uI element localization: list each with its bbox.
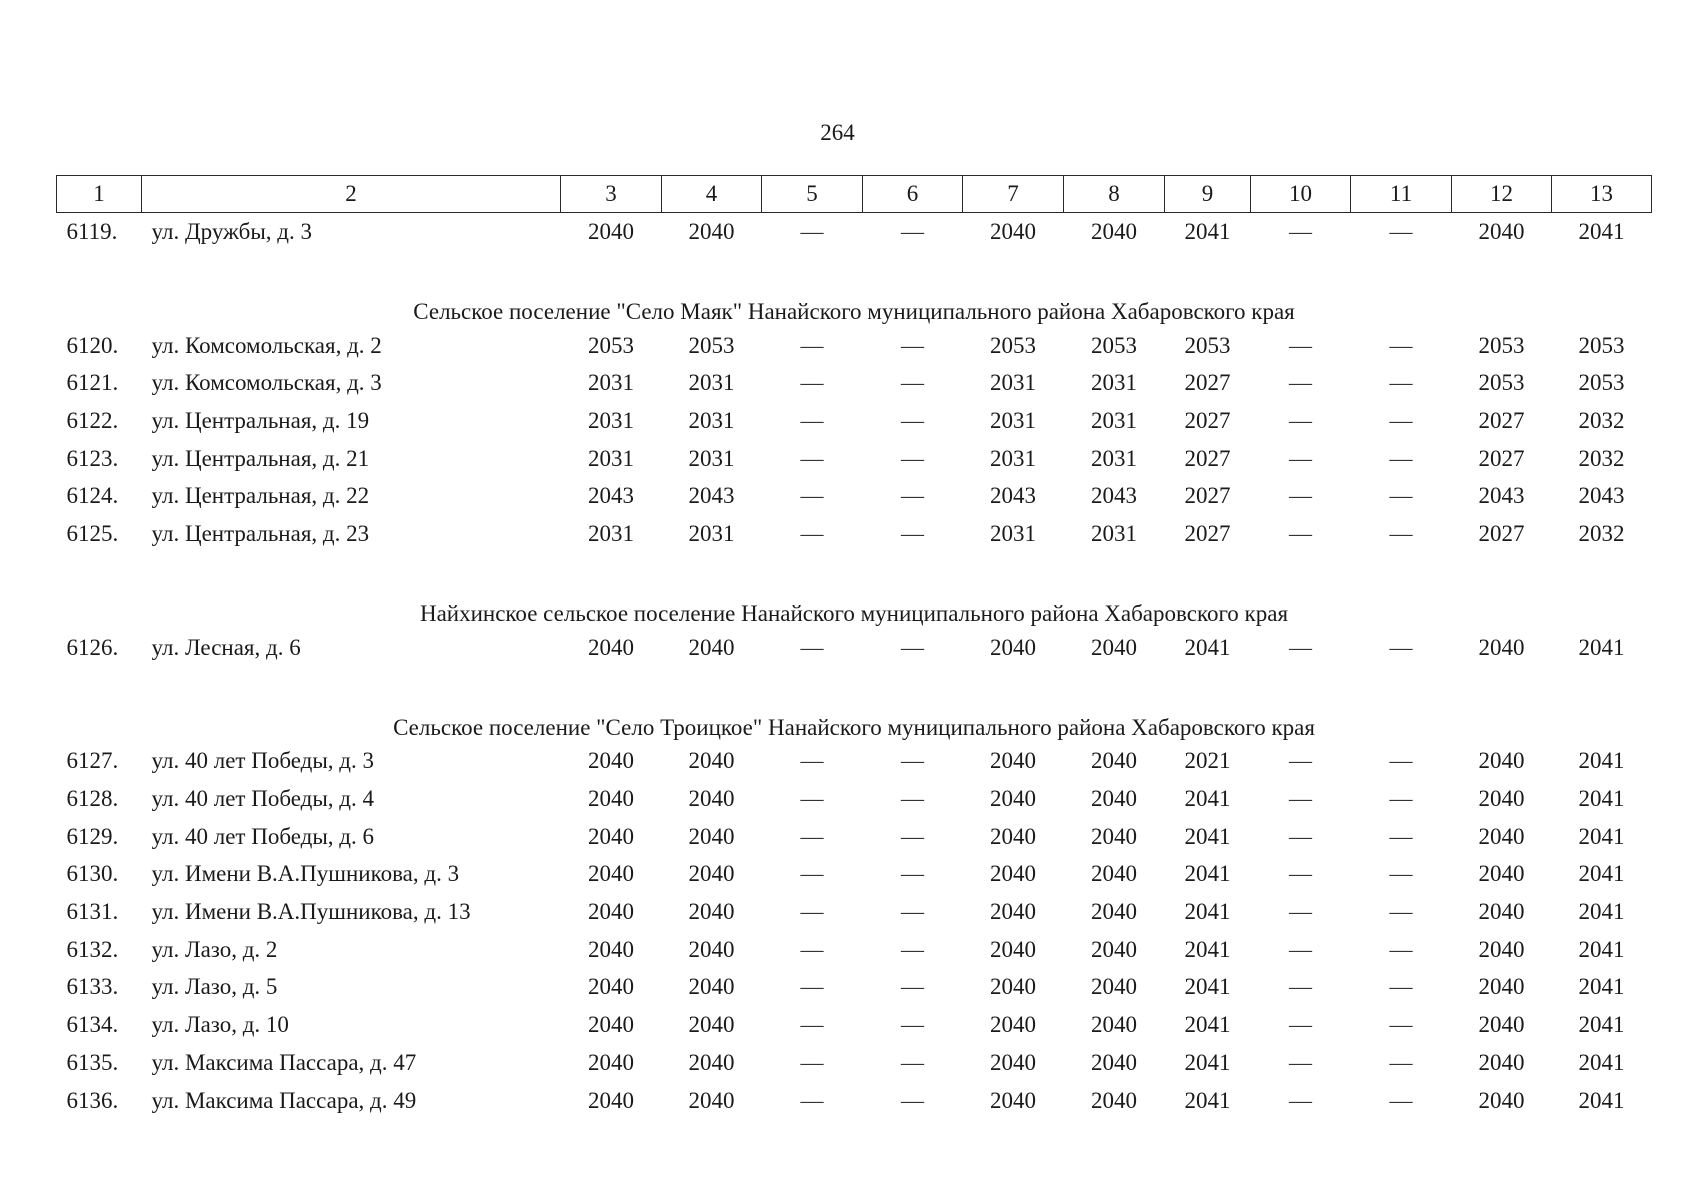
empty-value-dash: — <box>1289 936 1312 962</box>
address-cell: ул. Дружбы, д. 3 <box>151 218 312 244</box>
column-header-13: 13 <box>1552 176 1652 213</box>
year-cell: 2040 <box>1478 974 1525 1000</box>
year-cell: 2031 <box>588 370 634 396</box>
empty-value-dash: — <box>1289 634 1312 660</box>
year-cell: 2040 <box>688 974 735 1000</box>
year-cell: 2040 <box>990 974 1036 1000</box>
address-cell: ул. Максима Пассара, д. 49 <box>151 1087 417 1113</box>
table-row <box>57 856 1652 894</box>
empty-value-dash: — <box>901 483 924 509</box>
row-number: 6124. <box>66 483 119 509</box>
empty-value-dash: — <box>1289 218 1312 244</box>
empty-value-dash: — <box>901 1049 924 1075</box>
year-cell: 2031 <box>688 407 735 433</box>
year-cell: 2040 <box>688 899 735 925</box>
year-cell: 2041 <box>1578 936 1625 962</box>
table-row <box>57 402 1652 440</box>
section-spacer <box>57 667 1652 701</box>
year-cell: 2040 <box>1091 1049 1137 1075</box>
empty-value-dash: — <box>1289 861 1312 887</box>
empty-value-dash: — <box>901 520 924 546</box>
year-cell: 2027 <box>1184 370 1231 396</box>
year-cell: 2040 <box>688 634 735 660</box>
row-number: 6126. <box>66 634 119 660</box>
year-cell: 2040 <box>1478 218 1525 244</box>
year-cell: 2040 <box>990 1012 1036 1038</box>
empty-value-dash: — <box>1389 407 1413 433</box>
year-cell: 2040 <box>1478 899 1525 925</box>
year-cell: 2040 <box>588 1012 634 1038</box>
year-cell: 2031 <box>1091 370 1137 396</box>
year-cell: 2040 <box>990 634 1036 660</box>
empty-value-dash: — <box>1289 370 1312 396</box>
address-cell: ул. Центральная, д. 22 <box>151 483 370 509</box>
empty-value-dash: — <box>800 1012 824 1038</box>
year-cell: 2041 <box>1578 974 1625 1000</box>
year-cell: 2040 <box>1091 786 1137 812</box>
year-cell: 2040 <box>1091 974 1137 1000</box>
year-cell: 2027 <box>1184 445 1231 471</box>
empty-value-dash: — <box>1289 1012 1312 1038</box>
year-cell: 2043 <box>688 483 735 509</box>
table-row <box>57 931 1652 969</box>
column-header-8: 8 <box>1064 176 1165 213</box>
year-cell: 2031 <box>688 370 735 396</box>
row-number: 6135. <box>66 1049 119 1075</box>
year-cell: 2031 <box>588 407 634 433</box>
address-cell: ул. Имени В.А.Пушникова, д. 13 <box>151 899 471 925</box>
section-spacer <box>57 251 1652 285</box>
row-number: 6121. <box>66 370 119 396</box>
year-cell: 2053 <box>1578 370 1625 396</box>
year-cell: 2031 <box>588 445 634 471</box>
empty-value-dash: — <box>901 823 924 849</box>
year-cell: 2031 <box>990 370 1036 396</box>
year-cell: 2040 <box>588 974 634 1000</box>
table-row <box>57 515 1652 553</box>
year-cell: 2027 <box>1184 407 1231 433</box>
empty-value-dash: — <box>800 786 824 812</box>
column-header-9: 9 <box>1165 176 1251 213</box>
year-cell: 2040 <box>1478 1012 1525 1038</box>
column-header-11: 11 <box>1351 176 1452 213</box>
address-cell: ул. Комсомольская, д. 3 <box>151 370 382 396</box>
row-number: 6129. <box>66 823 119 849</box>
year-cell: 2040 <box>588 1049 634 1075</box>
year-cell: 2040 <box>588 786 634 812</box>
year-cell: 2040 <box>588 218 634 244</box>
year-cell: 2041 <box>1578 634 1625 660</box>
address-cell: ул. Имени В.А.Пушникова, д. 3 <box>151 861 460 887</box>
year-cell: 2040 <box>688 748 735 774</box>
empty-value-dash: — <box>1289 1087 1312 1113</box>
year-cell: 2053 <box>588 332 634 358</box>
column-header-7: 7 <box>963 176 1064 213</box>
year-cell: 2041 <box>1578 899 1625 925</box>
year-cell: 2040 <box>1478 936 1525 962</box>
year-cell: 2053 <box>990 332 1036 358</box>
empty-value-dash: — <box>1289 445 1312 471</box>
empty-value-dash: — <box>1289 407 1312 433</box>
empty-value-dash: — <box>901 370 924 396</box>
empty-value-dash: — <box>901 974 924 1000</box>
year-cell: 2027 <box>1478 407 1525 433</box>
year-cell: 2041 <box>1184 1049 1231 1075</box>
column-header-4: 4 <box>662 176 762 213</box>
page-number: 264 <box>820 120 855 145</box>
address-cell: ул. Комсомольская, д. 2 <box>151 332 382 358</box>
address-cell: ул. Лесная, д. 6 <box>151 634 301 660</box>
empty-value-dash: — <box>800 899 824 925</box>
empty-value-dash: — <box>1289 786 1312 812</box>
year-cell: 2040 <box>990 861 1036 887</box>
year-cell: 2041 <box>1184 974 1231 1000</box>
empty-value-dash: — <box>901 445 924 471</box>
section-title: Сельское поселение "Село Маяк" Нанайского муниципального района Хабаровского края <box>413 298 1295 324</box>
empty-value-dash: — <box>800 407 824 433</box>
row-number: 6127. <box>66 748 119 774</box>
empty-value-dash: — <box>1389 1049 1413 1075</box>
row-number: 6136. <box>66 1087 119 1113</box>
empty-value-dash: — <box>1289 823 1312 849</box>
year-cell: 2040 <box>588 748 634 774</box>
year-cell: 2040 <box>1091 823 1137 849</box>
address-cell: ул. Центральная, д. 23 <box>151 520 370 546</box>
year-cell: 2041 <box>1578 1087 1625 1113</box>
year-cell: 2027 <box>1478 445 1525 471</box>
empty-value-dash: — <box>1389 483 1413 509</box>
empty-value-dash: — <box>800 634 824 660</box>
year-cell: 2040 <box>1091 861 1137 887</box>
empty-value-dash: — <box>901 899 924 925</box>
empty-value-dash: — <box>1389 748 1413 774</box>
spacer-cell <box>57 667 1652 701</box>
empty-value-dash: — <box>1289 974 1312 1000</box>
empty-value-dash: — <box>1289 332 1312 358</box>
address-cell: ул. 40 лет Победы, д. 4 <box>151 786 374 812</box>
table-row <box>57 780 1652 818</box>
empty-value-dash: — <box>800 218 824 244</box>
column-header-3: 3 <box>561 176 662 213</box>
year-cell: 2040 <box>588 634 634 660</box>
empty-value-dash: — <box>800 936 824 962</box>
year-cell: 2041 <box>1184 936 1231 962</box>
empty-value-dash: — <box>800 974 824 1000</box>
year-cell: 2040 <box>990 748 1036 774</box>
empty-value-dash: — <box>1389 974 1413 1000</box>
empty-value-dash: — <box>1289 899 1312 925</box>
empty-value-dash: — <box>800 520 824 546</box>
year-cell: 2053 <box>1578 332 1625 358</box>
year-cell: 2040 <box>990 823 1036 849</box>
year-cell: 2041 <box>1578 823 1625 849</box>
year-cell: 2053 <box>1091 332 1137 358</box>
year-cell: 2031 <box>990 520 1036 546</box>
year-cell: 2041 <box>1184 1012 1231 1038</box>
year-cell: 2027 <box>1184 520 1231 546</box>
table-row <box>57 440 1652 478</box>
empty-value-dash: — <box>901 1012 924 1038</box>
address-cell: ул. Центральная, д. 19 <box>151 407 370 433</box>
year-cell: 2032 <box>1578 445 1625 471</box>
year-cell: 2021 <box>1184 748 1231 774</box>
column-header-2: 2 <box>142 176 561 213</box>
column-header-12: 12 <box>1452 176 1552 213</box>
year-cell: 2027 <box>1478 520 1525 546</box>
year-cell: 2032 <box>1578 520 1625 546</box>
year-cell: 2041 <box>1578 748 1625 774</box>
address-cell: ул. 40 лет Победы, д. 6 <box>151 823 374 849</box>
year-cell: 2041 <box>1184 634 1231 660</box>
year-cell: 2040 <box>990 936 1036 962</box>
empty-value-dash: — <box>1389 786 1413 812</box>
empty-value-dash: — <box>1389 370 1413 396</box>
year-cell: 2041 <box>1184 218 1231 244</box>
empty-value-dash: — <box>800 445 824 471</box>
empty-value-dash: — <box>901 1087 924 1113</box>
year-cell: 2040 <box>588 1087 634 1113</box>
year-cell: 2031 <box>990 445 1036 471</box>
empty-value-dash: — <box>1389 218 1413 244</box>
data-table <box>56 175 1652 1119</box>
row-number: 6120. <box>66 332 119 358</box>
empty-value-dash: — <box>901 218 924 244</box>
table-row <box>57 629 1652 667</box>
empty-value-dash: — <box>1389 1012 1413 1038</box>
empty-value-dash: — <box>1389 823 1413 849</box>
year-cell: 2040 <box>688 786 735 812</box>
section-title-row <box>57 285 1652 327</box>
year-cell: 2041 <box>1184 899 1231 925</box>
year-cell: 2053 <box>1184 332 1231 358</box>
table-row <box>57 364 1652 402</box>
year-cell: 2040 <box>1478 634 1525 660</box>
year-cell: 2040 <box>688 936 735 962</box>
table-row <box>57 969 1652 1007</box>
row-number: 6131. <box>66 899 119 925</box>
address-cell: ул. Лазо, д. 10 <box>151 1012 289 1038</box>
empty-value-dash: — <box>800 483 824 509</box>
spacer-cell <box>57 251 1652 285</box>
empty-value-dash: — <box>1389 936 1413 962</box>
table-row <box>57 893 1652 931</box>
table-row <box>57 1082 1652 1120</box>
year-cell: 2053 <box>1478 332 1525 358</box>
table-row <box>57 327 1652 365</box>
row-number: 6128. <box>66 786 119 812</box>
year-cell: 2043 <box>1578 483 1625 509</box>
year-cell: 2040 <box>1091 748 1137 774</box>
year-cell: 2031 <box>1091 407 1137 433</box>
section-title: Сельское поселение "Село Троицкое" Нанайского муниципального района Хабаровского края <box>393 714 1315 740</box>
row-number: 6133. <box>66 974 119 1000</box>
row-number: 6130. <box>66 861 119 887</box>
year-cell: 2040 <box>688 1087 735 1113</box>
empty-value-dash: — <box>800 1087 824 1113</box>
empty-value-dash: — <box>1289 520 1312 546</box>
empty-value-dash: — <box>901 332 924 358</box>
column-header-6: 6 <box>863 176 963 213</box>
empty-value-dash: — <box>1289 1049 1312 1075</box>
section-title-row <box>57 587 1652 629</box>
address-cell: ул. Центральная, д. 21 <box>151 445 370 471</box>
empty-value-dash: — <box>901 861 924 887</box>
year-cell: 2040 <box>588 823 634 849</box>
year-cell: 2031 <box>688 445 735 471</box>
table-row <box>57 1044 1652 1082</box>
year-cell: 2041 <box>1578 1049 1625 1075</box>
address-cell: ул. Максима Пассара, д. 47 <box>151 1049 417 1075</box>
year-cell: 2041 <box>1184 1087 1231 1113</box>
empty-value-dash: — <box>1389 520 1413 546</box>
section-spacer <box>57 553 1652 587</box>
year-cell: 2040 <box>688 1049 735 1075</box>
year-cell: 2040 <box>1091 899 1137 925</box>
year-cell: 2040 <box>588 899 634 925</box>
year-cell: 2040 <box>588 861 634 887</box>
year-cell: 2041 <box>1578 786 1625 812</box>
empty-value-dash: — <box>1389 1087 1413 1113</box>
empty-value-dash: — <box>1289 483 1312 509</box>
column-header-10: 10 <box>1251 176 1351 213</box>
year-cell: 2040 <box>1478 1087 1525 1113</box>
year-cell: 2040 <box>588 936 634 962</box>
empty-value-dash: — <box>1389 634 1413 660</box>
row-number: 6134. <box>66 1012 119 1038</box>
year-cell: 2031 <box>588 520 634 546</box>
year-cell: 2040 <box>990 1049 1036 1075</box>
year-cell: 2041 <box>1578 218 1625 244</box>
year-cell: 2040 <box>688 823 735 849</box>
year-cell: 2031 <box>990 407 1036 433</box>
year-cell: 2043 <box>588 483 634 509</box>
empty-value-dash: — <box>800 823 824 849</box>
table-row <box>57 743 1652 781</box>
year-cell: 2031 <box>1091 445 1137 471</box>
year-cell: 2040 <box>1091 634 1137 660</box>
year-cell: 2041 <box>1184 861 1231 887</box>
year-cell: 2040 <box>1091 1012 1137 1038</box>
empty-value-dash: — <box>800 332 824 358</box>
empty-value-dash: — <box>901 407 924 433</box>
year-cell: 2040 <box>1091 1087 1137 1113</box>
row-number: 6125. <box>66 520 119 546</box>
year-cell: 2041 <box>1578 1012 1625 1038</box>
column-header-1: 1 <box>57 176 142 213</box>
section-title-row <box>57 701 1652 743</box>
empty-value-dash: — <box>800 370 824 396</box>
year-cell: 2040 <box>1478 861 1525 887</box>
table-row <box>57 818 1652 856</box>
column-header-5: 5 <box>762 176 863 213</box>
empty-value-dash: — <box>800 748 824 774</box>
empty-value-dash: — <box>1389 445 1413 471</box>
year-cell: 2031 <box>1091 520 1137 546</box>
year-cell: 2040 <box>990 899 1036 925</box>
year-cell: 2040 <box>1091 936 1137 962</box>
year-cell: 2031 <box>688 520 735 546</box>
empty-value-dash: — <box>901 748 924 774</box>
empty-value-dash: — <box>1389 861 1413 887</box>
empty-value-dash: — <box>1389 332 1413 358</box>
year-cell: 2041 <box>1184 786 1231 812</box>
row-number: 6123. <box>66 445 119 471</box>
empty-value-dash: — <box>800 861 824 887</box>
table-row <box>57 1006 1652 1044</box>
year-cell: 2040 <box>1478 1049 1525 1075</box>
year-cell: 2043 <box>1478 483 1525 509</box>
year-cell: 2040 <box>688 1012 735 1038</box>
empty-value-dash: — <box>1289 748 1312 774</box>
year-cell: 2040 <box>990 786 1036 812</box>
year-cell: 2040 <box>1478 748 1525 774</box>
year-cell: 2040 <box>1478 786 1525 812</box>
year-cell: 2041 <box>1578 861 1625 887</box>
year-cell: 2040 <box>1091 218 1137 244</box>
row-number: 6122. <box>66 407 119 433</box>
empty-value-dash: — <box>901 634 924 660</box>
year-cell: 2040 <box>990 1087 1036 1113</box>
year-cell: 2027 <box>1184 483 1231 509</box>
address-cell: ул. 40 лет Победы, д. 3 <box>151 748 374 774</box>
year-cell: 2040 <box>990 218 1036 244</box>
empty-value-dash: — <box>901 936 924 962</box>
year-cell: 2040 <box>688 218 735 244</box>
year-cell: 2040 <box>1478 823 1525 849</box>
row-number: 6119. <box>66 218 118 244</box>
header-row <box>57 176 1652 213</box>
year-cell: 2040 <box>688 861 735 887</box>
empty-value-dash: — <box>800 1049 824 1075</box>
year-cell: 2041 <box>1184 823 1231 849</box>
year-cell: 2053 <box>688 332 735 358</box>
year-cell: 2043 <box>1091 483 1137 509</box>
empty-value-dash: — <box>1389 899 1413 925</box>
address-cell: ул. Лазо, д. 2 <box>151 936 278 962</box>
empty-value-dash: — <box>901 786 924 812</box>
year-cell: 2032 <box>1578 407 1625 433</box>
year-cell: 2043 <box>990 483 1036 509</box>
table-header <box>57 176 1652 213</box>
spacer-cell <box>57 553 1652 587</box>
table-body <box>57 213 1652 1120</box>
table-row <box>57 477 1652 515</box>
row-number: 6132. <box>66 936 119 962</box>
section-title: Найхинское сельское поселение Нанайского муниципального района Хабаровского края <box>419 600 1289 626</box>
year-cell: 2053 <box>1478 370 1525 396</box>
table-row <box>57 213 1652 251</box>
address-cell: ул. Лазо, д. 5 <box>151 974 278 1000</box>
